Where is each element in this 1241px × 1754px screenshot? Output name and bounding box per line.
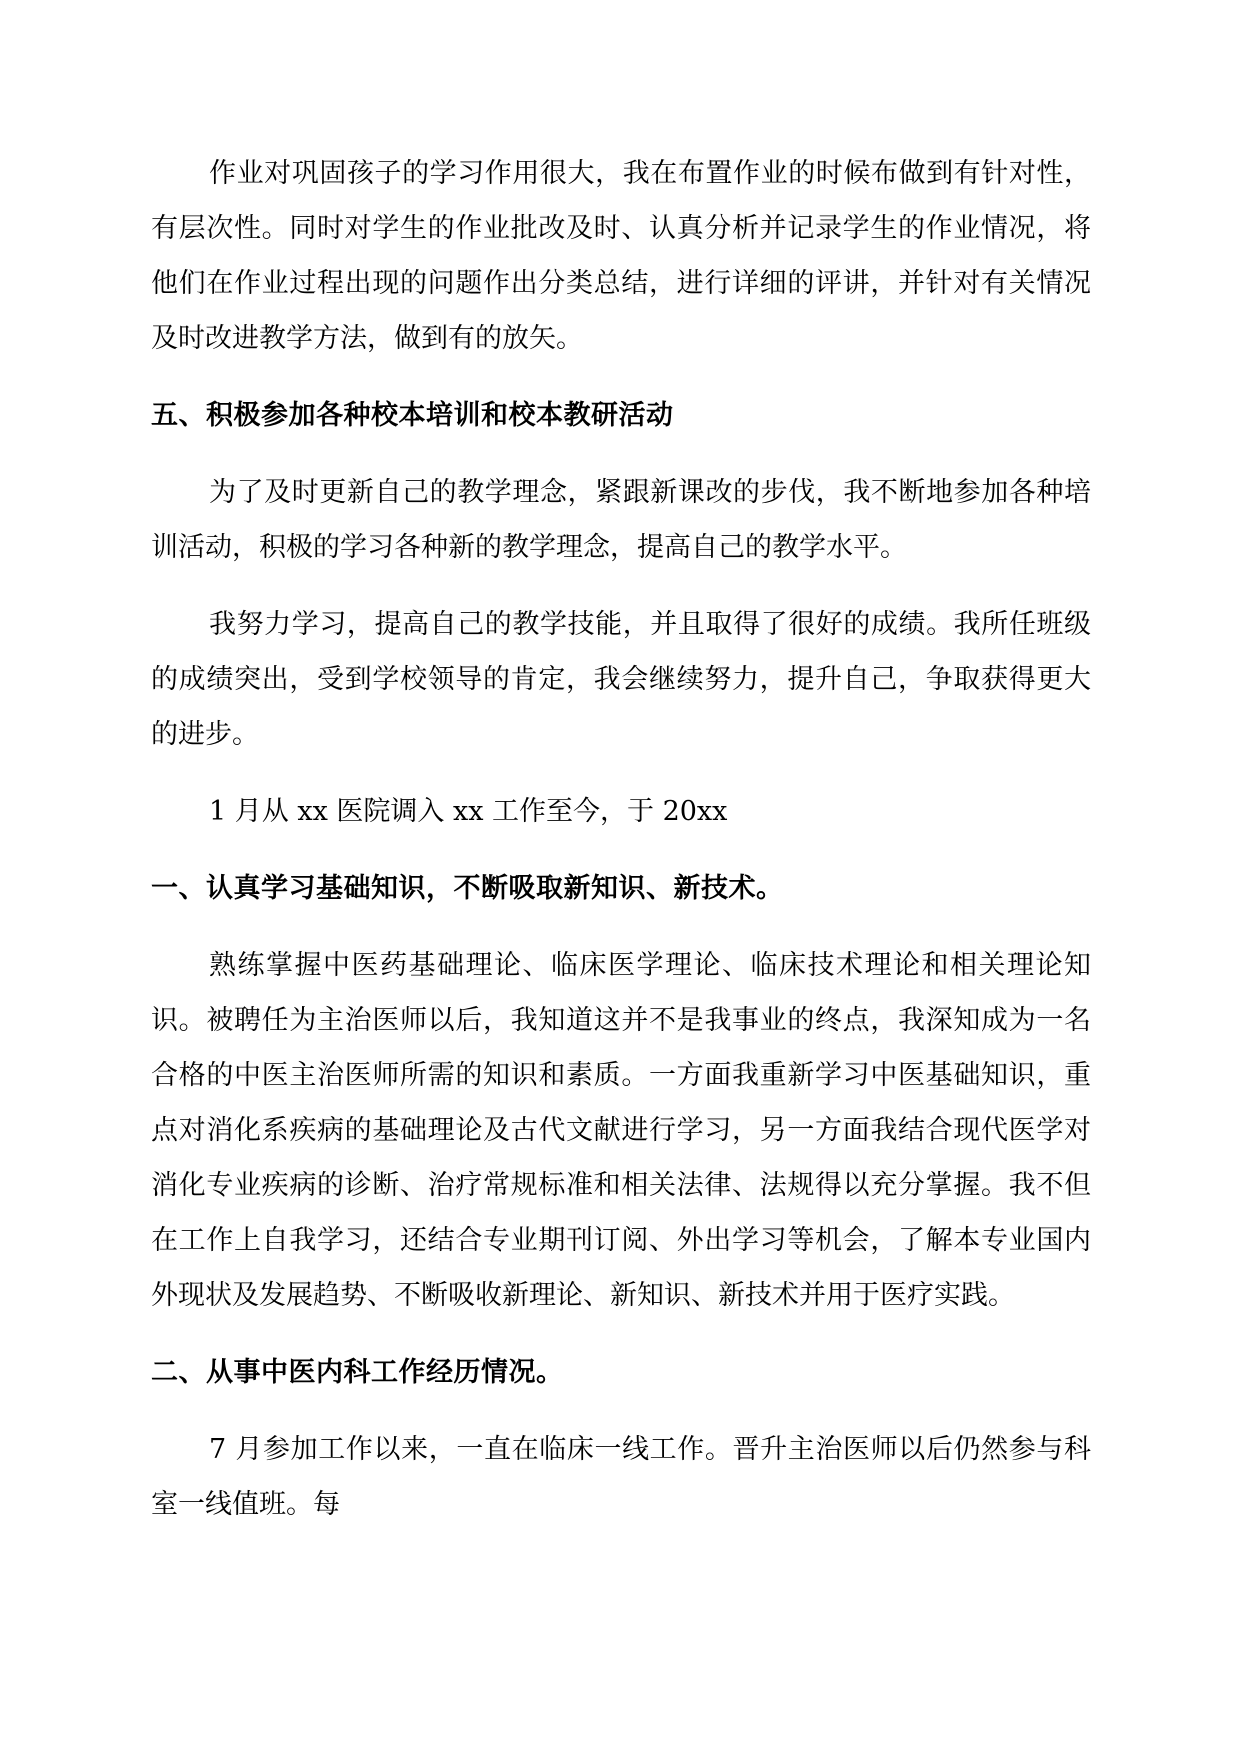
- paragraph-knowledge: 熟练掌握中医药基础理论、临床医学理论、临床技术理论和相关理论知识。被聘任为主治医师以后，我知道这并不是我事业的终点，我深知成为一名合格的中医主治医师所需的知识和素质。一方面我重新学习中医基础知识，重点对消化系疾病的基础理论及古代文献进行学习，另一方面我结合现代医学对消化专业疾病的诊断、治疗常规标准和相关法律、法规得以充分掌握。我不但在工作上自我学习，还结合专业期刊订阅、外出学习等机会，了解本专业国内外现状及发展趋势、不断吸收新理论、新知识、新技术并用于医疗实践。: [151, 950, 1091, 1311]
- section-heading-one: 一、认真学习基础知识，不断吸取新知识、新技术。: [151, 873, 784, 904]
- paragraph-experience: 7 月参加工作以来，一直在临床一线工作。晋升主治医师以后仍然参与科室一线值班。每: [151, 1434, 1091, 1520]
- document-body: [151, 146, 1091, 1554]
- paragraph-transfer: 1 月从 xx 医院调入 xx 工作至今，于 20xx: [209, 796, 728, 827]
- paragraph-training: 为了及时更新自己的教学理念，紧跟新课改的步伐，我不断地参加各种培训活动，积极的学习各种新的教学理念，提高自己的教学水平。: [151, 477, 1091, 563]
- section-heading-five: 五、积极参加各种校本培训和校本教研活动: [151, 400, 674, 431]
- paragraph-homework: 作业对巩固孩子的学习作用很大，我在布置作业的时候布做到有针对性，有层次性。同时对学生的作业批改及时、认真分析并记录学生的作业情况，将他们在作业过程出现的问题作出分类总结，进行详细的评讲，并针对有关情况及时改进教学方法，做到有的放矢。: [151, 158, 1091, 354]
- paragraph-achievement: 我努力学习，提高自己的教学技能，并且取得了很好的成绩。我所任班级的成绩突出，受到学校领导的肯定，我会继续努力，提升自己，争取获得更大的进步。: [151, 609, 1091, 750]
- section-heading-two: 二、从事中医内科工作经历情况。: [151, 1357, 564, 1388]
